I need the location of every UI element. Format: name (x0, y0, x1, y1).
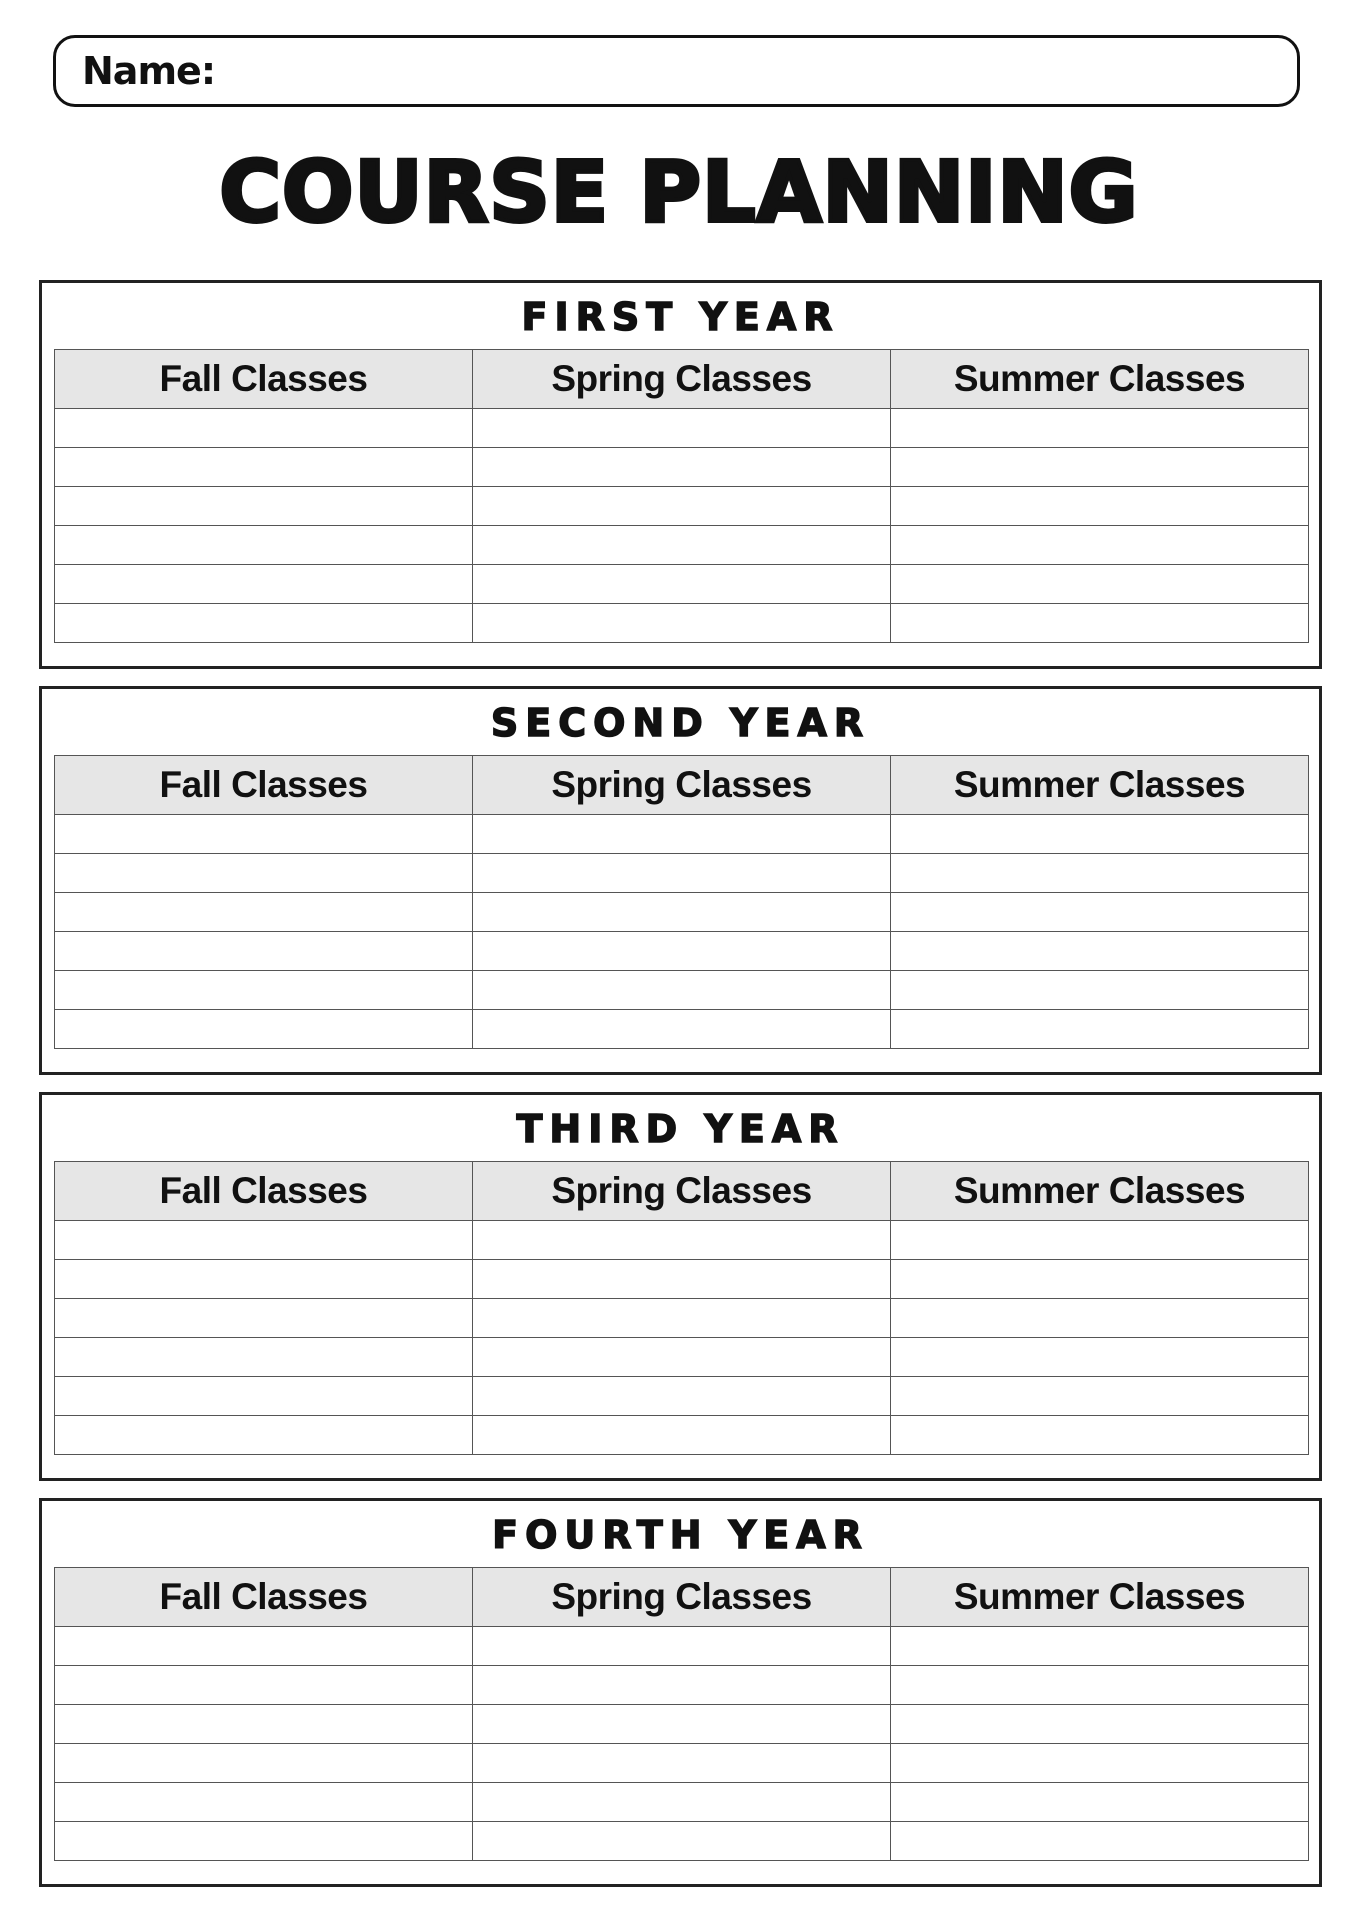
course-cell[interactable] (55, 1744, 473, 1783)
column-header: Fall Classes (55, 1162, 473, 1221)
table-row (55, 1666, 1309, 1705)
course-cell[interactable] (55, 604, 473, 643)
course-cell[interactable] (891, 1260, 1309, 1299)
table-header-row (55, 350, 1309, 409)
course-cell[interactable] (55, 1010, 473, 1049)
column-header: Spring Classes (473, 756, 891, 815)
course-cell[interactable] (473, 1338, 891, 1377)
course-cell[interactable] (891, 604, 1309, 643)
course-cell[interactable] (473, 1627, 891, 1666)
column-header: Summer Classes (891, 1568, 1309, 1627)
table-row (55, 854, 1309, 893)
page-title: COURSE PLANNING (219, 143, 1139, 241)
table-row (55, 565, 1309, 604)
name-label: Name: (82, 49, 216, 93)
table-row (55, 1377, 1309, 1416)
course-cell[interactable] (55, 487, 473, 526)
column-header: Summer Classes (891, 1162, 1309, 1221)
course-cell[interactable] (891, 971, 1309, 1010)
course-cell[interactable] (891, 815, 1309, 854)
table-row (55, 604, 1309, 643)
table-row (55, 1260, 1309, 1299)
course-cell[interactable] (55, 526, 473, 565)
table-header-row (55, 1568, 1309, 1627)
column-header: Spring Classes (473, 350, 891, 409)
table-row (55, 1221, 1309, 1260)
table-row (55, 526, 1309, 565)
course-cell[interactable] (891, 1627, 1309, 1666)
table-row (55, 409, 1309, 448)
column-header: Fall Classes (55, 350, 473, 409)
course-cell[interactable] (891, 1377, 1309, 1416)
course-cell[interactable] (55, 409, 473, 448)
course-table (54, 1161, 1309, 1455)
course-cell[interactable] (473, 1822, 891, 1861)
course-cell[interactable] (473, 1666, 891, 1705)
table-header-row (55, 1162, 1309, 1221)
course-cell[interactable] (55, 1627, 473, 1666)
course-cell[interactable] (891, 1010, 1309, 1049)
year-section-first (39, 280, 1322, 669)
table-row (55, 1010, 1309, 1049)
course-cell[interactable] (473, 1783, 891, 1822)
course-cell[interactable] (55, 1705, 473, 1744)
table-row (55, 1299, 1309, 1338)
course-cell[interactable] (891, 1705, 1309, 1744)
year-section-second (39, 686, 1322, 1075)
course-cell[interactable] (55, 1416, 473, 1455)
course-cell[interactable] (891, 1744, 1309, 1783)
year-section-third (39, 1092, 1322, 1481)
course-cell[interactable] (473, 893, 891, 932)
course-cell[interactable] (55, 893, 473, 932)
table-row (55, 971, 1309, 1010)
course-cell[interactable] (473, 815, 891, 854)
course-cell[interactable] (55, 1783, 473, 1822)
course-cell[interactable] (473, 604, 891, 643)
table-row (55, 893, 1309, 932)
course-cell[interactable] (891, 526, 1309, 565)
course-cell[interactable] (473, 1221, 891, 1260)
year-section-fourth (39, 1498, 1322, 1887)
column-header: Spring Classes (473, 1162, 891, 1221)
table-row (55, 448, 1309, 487)
course-cell[interactable] (473, 1744, 891, 1783)
year-title: SECOND YEAR (490, 701, 871, 745)
column-header: Summer Classes (891, 756, 1309, 815)
table-header-row (55, 756, 1309, 815)
course-cell[interactable] (891, 1666, 1309, 1705)
course-cell[interactable] (55, 1338, 473, 1377)
course-cell[interactable] (473, 409, 891, 448)
course-cell[interactable] (55, 1260, 473, 1299)
course-cell[interactable] (891, 1416, 1309, 1455)
course-cell[interactable] (55, 1221, 473, 1260)
course-cell[interactable] (473, 1299, 891, 1338)
course-cell[interactable] (891, 565, 1309, 604)
course-cell[interactable] (55, 565, 473, 604)
column-header: Fall Classes (55, 1568, 473, 1627)
column-header: Summer Classes (891, 350, 1309, 409)
course-cell[interactable] (55, 1666, 473, 1705)
course-cell[interactable] (891, 1783, 1309, 1822)
course-cell[interactable] (473, 1260, 891, 1299)
course-cell[interactable] (55, 1299, 473, 1338)
table-row (55, 1627, 1309, 1666)
course-cell[interactable] (473, 448, 891, 487)
course-cell[interactable] (891, 932, 1309, 971)
course-cell[interactable] (55, 932, 473, 971)
course-cell[interactable] (891, 448, 1309, 487)
course-cell[interactable] (891, 1221, 1309, 1260)
course-cell[interactable] (473, 971, 891, 1010)
column-header: Fall Classes (55, 756, 473, 815)
course-cell[interactable] (473, 1010, 891, 1049)
course-cell[interactable] (55, 854, 473, 893)
course-cell[interactable] (473, 1705, 891, 1744)
course-cell[interactable] (473, 526, 891, 565)
course-table (54, 349, 1309, 643)
course-cell[interactable] (891, 1338, 1309, 1377)
course-cell[interactable] (891, 854, 1309, 893)
course-cell[interactable] (891, 1299, 1309, 1338)
year-title: FIRST YEAR (521, 295, 840, 339)
course-cell[interactable] (55, 815, 473, 854)
table-row (55, 1416, 1309, 1455)
table-row (55, 1822, 1309, 1861)
table-row (55, 1338, 1309, 1377)
course-cell[interactable] (891, 409, 1309, 448)
year-title: THIRD YEAR (516, 1107, 845, 1151)
course-cell[interactable] (55, 971, 473, 1010)
course-cell[interactable] (55, 1822, 473, 1861)
table-row (55, 1783, 1309, 1822)
year-title: FOURTH YEAR (492, 1513, 869, 1557)
course-table (54, 755, 1309, 1049)
course-cell[interactable] (891, 487, 1309, 526)
column-header: Spring Classes (473, 1568, 891, 1627)
course-cell[interactable] (473, 1416, 891, 1455)
table-row (55, 487, 1309, 526)
table-row (55, 1705, 1309, 1744)
course-cell[interactable] (473, 487, 891, 526)
course-cell[interactable] (55, 448, 473, 487)
course-cell[interactable] (473, 1377, 891, 1416)
course-cell[interactable] (473, 854, 891, 893)
table-row (55, 815, 1309, 854)
course-cell[interactable] (891, 1822, 1309, 1861)
table-row (55, 932, 1309, 971)
course-cell[interactable] (891, 893, 1309, 932)
course-cell[interactable] (473, 932, 891, 971)
course-cell[interactable] (55, 1377, 473, 1416)
name-field[interactable] (53, 35, 1300, 107)
table-row (55, 1744, 1309, 1783)
course-cell[interactable] (473, 565, 891, 604)
course-table (54, 1567, 1309, 1861)
